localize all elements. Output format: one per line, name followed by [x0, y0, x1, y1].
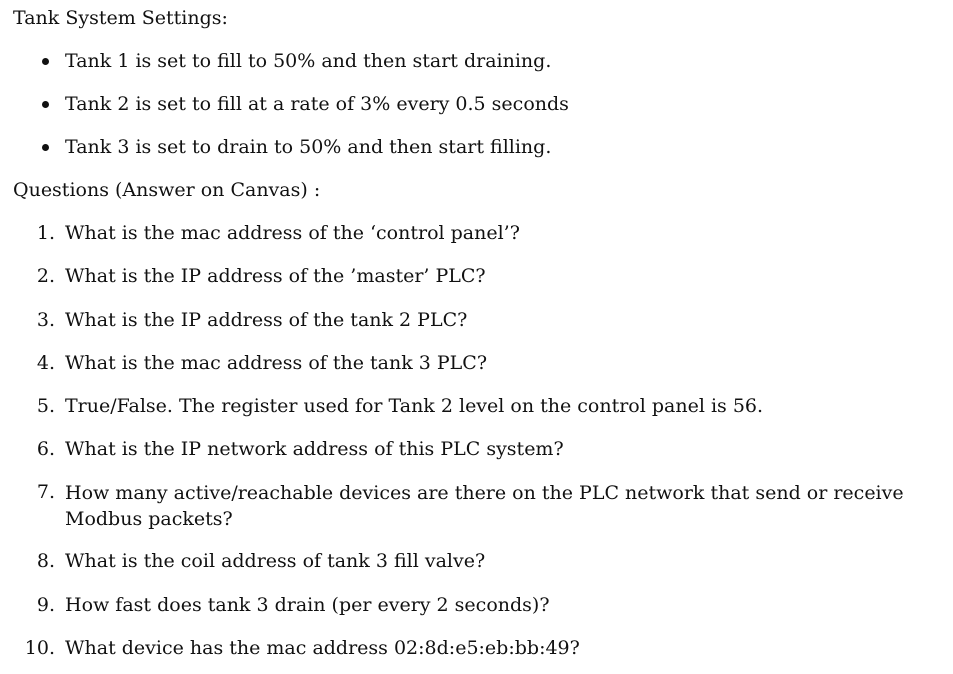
bullet-icon [42, 144, 49, 151]
bullet-icon [42, 101, 49, 108]
tank-settings-heading: Tank System Settings: [13, 7, 228, 29]
question-text: What is the mac address of the tank 3 PLC? [65, 352, 488, 374]
tank-setting-text: Tank 2 is set to fill at a rate of 3% every 0.5 seconds [65, 93, 569, 115]
bullet-icon [42, 58, 49, 65]
question-text: How many active/reachable devices are there on the PLC network that send or receive Modbus packets? [65, 482, 904, 530]
question-number: 7. [36, 481, 55, 503]
question-text: What is the IP address of the tank 2 PLC? [65, 309, 468, 331]
question-text: What device has the mac address 02:8d:e5:eb:bb:49? [65, 637, 580, 659]
question-text: What is the coil address of tank 3 fill valve? [65, 550, 486, 572]
tank-setting-text: Tank 3 is set to drain to 50% and then start filling. [65, 136, 552, 158]
question-number: 5. [36, 395, 55, 417]
question-number: 3. [36, 309, 55, 331]
question-text: What is the IP network address of this PLC system? [65, 438, 564, 460]
question-number: 2. [36, 265, 55, 287]
question-number: 9. [36, 594, 55, 616]
tank-setting-text: Tank 1 is set to fill to 50% and then start draining. [65, 50, 552, 72]
question-number: 10. [24, 637, 55, 659]
question-text: True/False. The register used for Tank 2 level on the control panel is 56. [65, 395, 764, 417]
question-number: 1. [36, 222, 55, 244]
questions-heading: Questions (Answer on Canvas) : [13, 179, 321, 201]
question-text: What is the IP address of the ’master’ PLC? [65, 265, 486, 287]
question-text: How fast does tank 3 drain (per every 2 seconds)? [65, 594, 550, 616]
question-number: 8. [36, 550, 55, 572]
question-number: 4. [36, 352, 55, 374]
question-number: 6. [36, 438, 55, 460]
question-text: What is the mac address of the ‘control panel’? [65, 222, 520, 244]
